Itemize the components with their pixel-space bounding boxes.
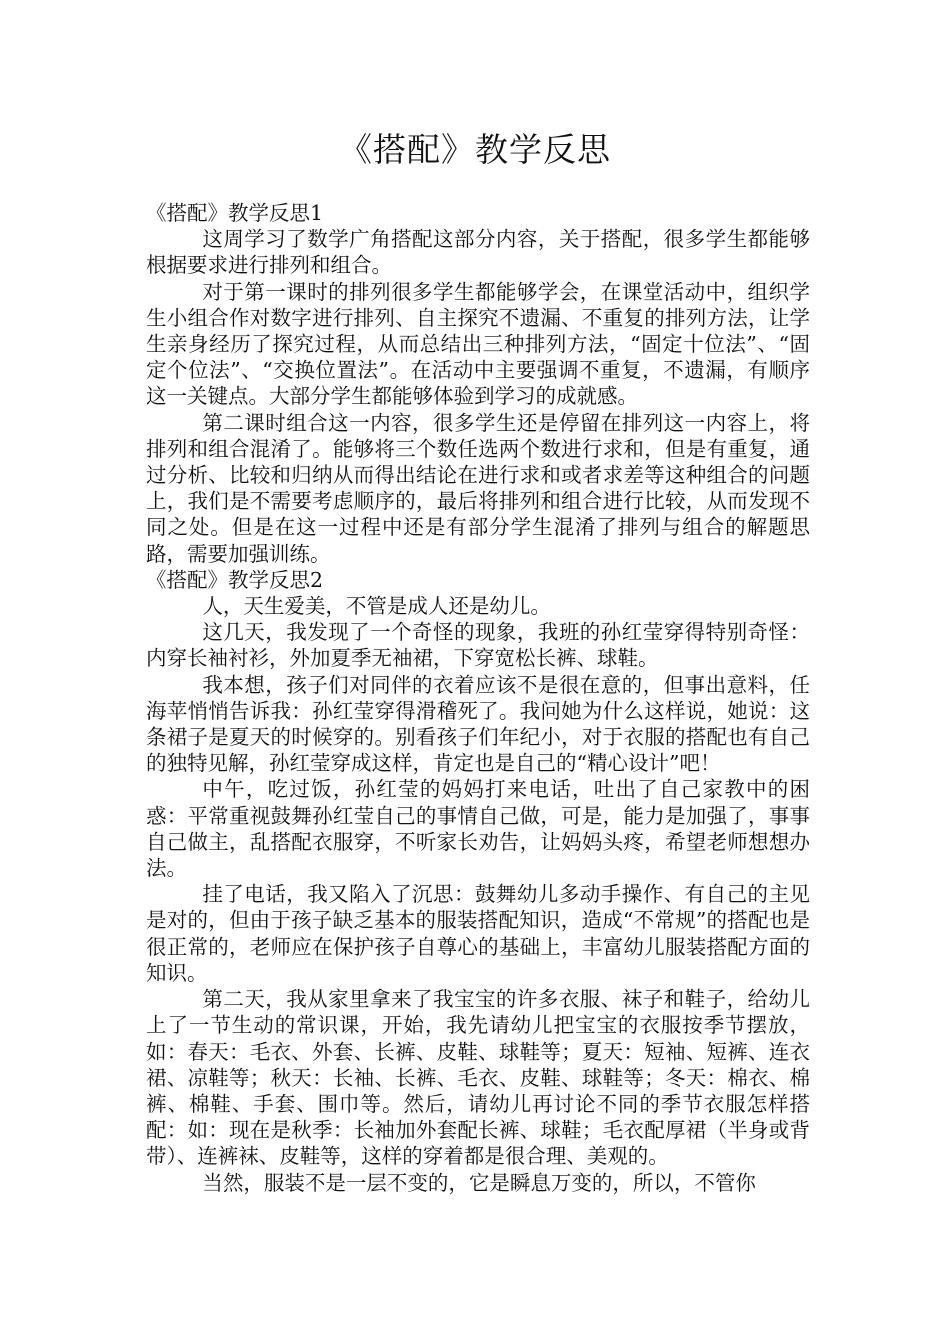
paragraph: 人，天生爱美，不管是成人还是幼儿。 xyxy=(202,594,551,619)
paragraph: 当然，服装不是一层不变的，它是瞬息万变的，所以，不管你 xyxy=(202,1170,756,1195)
document-body xyxy=(146,200,810,1196)
paragraph: 对于第一课时的排列很多学生都能够学会，在课堂活动中，组织学生小组合作对数字进行排列、自主探究不遗漏、不重复的排列方法，让学生亲身经历了探究过程，从而总结出三种排列方法，“固定十位法”、“固定个位法”、“交换位置法”。在活动中主要强调不重复，不遗漏，有顺序这一关键点。大部分学生都能够体验到学习的成就感。 xyxy=(146,279,810,409)
paragraph: 这几天，我发现了一个奇怪的现象，我班的孙红莹穿得特别奇怪：内穿长袖衬衫，外加夏季无袖裙，下穿宽松长裤、球鞋。 xyxy=(146,620,810,671)
paragraph: 中午，吃过饭，孙红莹的妈妈打来电话，吐出了自己家教中的困惑：平常重视鼓舞孙红莹自己的事情自己做，可是，能力是加强了，事事自己做主，乱搭配衣服穿，不听家长劝告，让妈妈头疼，希望老师想想办法。 xyxy=(146,777,810,881)
paragraph: 这周学习了数学广角搭配这部分内容，关于搭配，很多学生都能够根据要求进行排列和组合。 xyxy=(146,227,810,278)
paragraph: 我本想，孩子们对同伴的衣着应该不是很在意的，但事出意料，任海苹悄悄告诉我：孙红莹穿得滑稽死了。我问她为什么这样说，她说：这条裙子是夏天的时候穿的。别看孩子们年纪小，对于衣服的搭配也有自己的独特见解，孙红莹穿成这样，肯定也是自己的“精心设计”吧！ xyxy=(146,672,810,776)
paragraph: 挂了电话，我又陷入了沉思：鼓舞幼儿多动手操作、有自己的主见是对的，但由于孩子缺乏基本的服装搭配知识，造成“不常规”的搭配也是很正常的，老师应在保护孩子自尊心的基础上，丰富幼儿服装搭配方面的知识。 xyxy=(146,882,810,985)
paragraph: 第二课时组合这一内容，很多学生还是停留在排列这一内容上，将排列和组合混淆了。能够将三个数任选两个数进行求和，但是有重复，通过分析、比较和归纳从而得出结论在进行求和或者求差等这种组合的问题上，我们是不需要考虑顺序的，最后将排列和组合进行比较，从而发现不同之处。但是在这一过程中还是有部分学生混淆了排列与组合的解题思路，需要加强训练。 xyxy=(146,410,810,566)
document-title: 《搭配》教学反思 xyxy=(339,130,611,169)
section-heading: 《搭配》教学反思2 xyxy=(146,567,324,592)
paragraph: 第二天，我从家里拿来了我宝宝的许多衣服、袜子和鞋子，给幼儿上了一节生动的常识课，开始，我先请幼儿把宝宝的衣服按季节摆放，如：春天：毛衣、外套、长裤、皮鞋、球鞋等；夏天：短袖、短裤、连衣裙、凉鞋等；秋天：长袖、长裤、毛衣、皮鞋、球鞋等；冬天：棉衣、棉裤、棉鞋、手套、围巾等。然后，请幼儿再讨论不同的季节衣服怎样搭配：如：现在是秋季：长袖加外套配长裤、球鞋；毛衣配厚裙（半身或背带）、连裤袜、皮鞋等，这样的穿着都是很合理、美观的。 xyxy=(146,987,810,1169)
section-heading: 《搭配》教学反思1 xyxy=(146,201,324,225)
